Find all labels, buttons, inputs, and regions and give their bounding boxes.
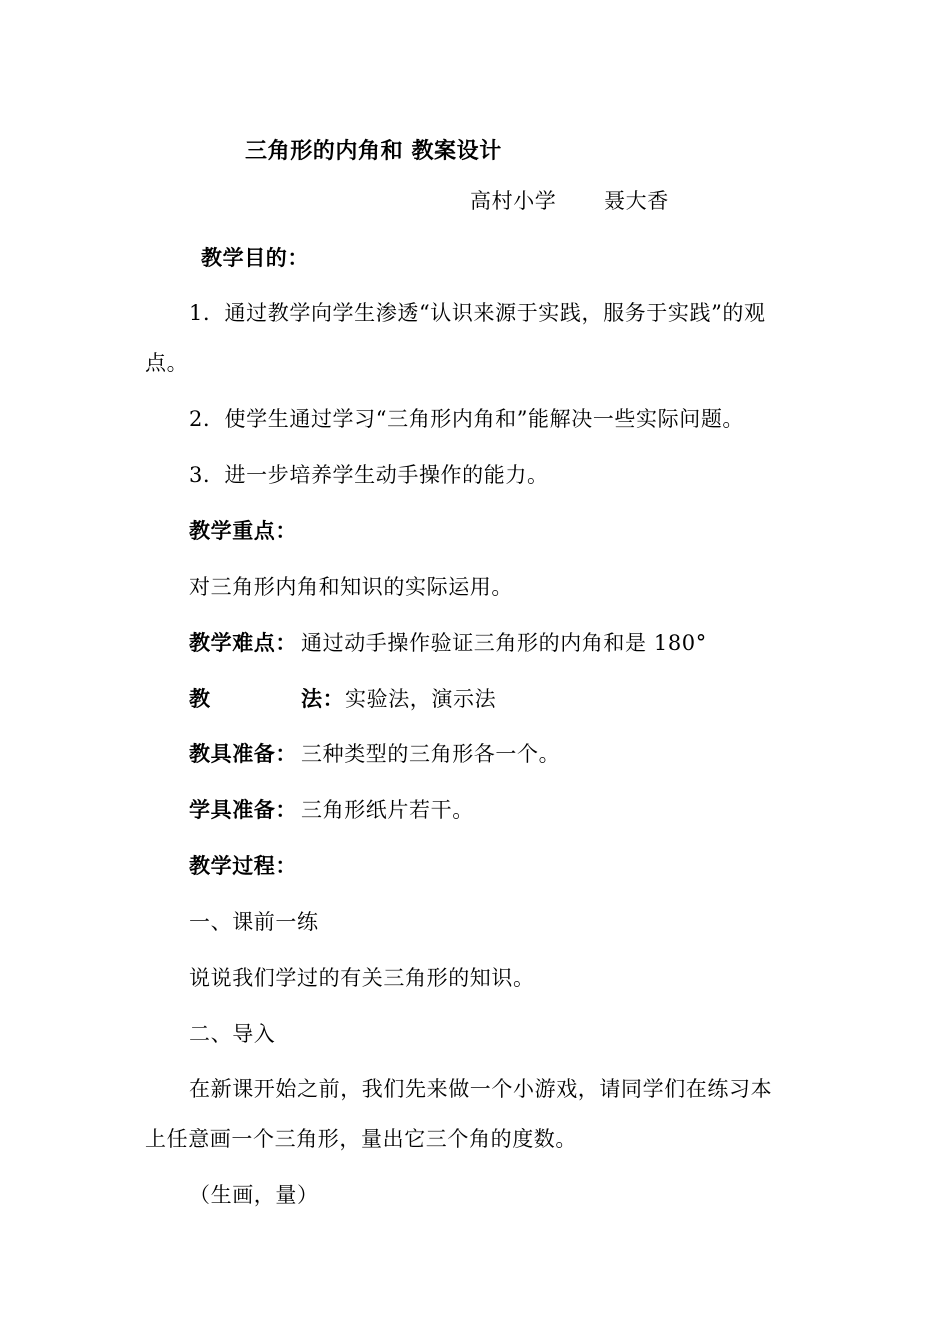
step-2-line1: 在新课开始之前，我们先来做一个小游戏，请同学们在练习本 [189, 1077, 773, 1101]
difficulty-label: 教学难点： [189, 631, 297, 655]
teacher-tools-label: 教具准备： [189, 742, 297, 766]
key-point-heading: 教学重点： [189, 519, 297, 543]
objective-1-line2: 点。 [145, 351, 189, 375]
objective-2: 2．使学生通过学习“三角形内角和”能解决一些实际问题。 [189, 407, 745, 431]
key-point-text: 对三角形内角和知识的实际运用。 [189, 575, 513, 599]
method-label-a: 教 [189, 687, 211, 711]
objective-1-line1: 1．通过教学向学生渗透“认识来源于实践，服务于实践”的观 [189, 301, 766, 325]
step-1-text: 说说我们学过的有关三角形的知识。 [189, 966, 535, 990]
document-title: 三角形的内角和 教案设计 [245, 139, 502, 164]
student-tools-label: 学具准备： [189, 798, 297, 822]
method-text: 实验法，演示法 [345, 687, 497, 711]
step-1-heading: 一、课前一练 [189, 910, 319, 934]
step-2-heading: 二、导入 [189, 1022, 276, 1046]
teacher-tools-text: 三种类型的三角形各一个。 [301, 742, 561, 766]
objectives-heading: 教学目的： [201, 246, 309, 270]
step-2-line2: 上任意画一个三角形，量出它三个角的度数。 [145, 1127, 577, 1151]
student-tools-text: 三角形纸片若干。 [301, 798, 474, 822]
process-heading: 教学过程： [189, 854, 297, 878]
step-2-note: （生画，量） [189, 1183, 319, 1207]
difficulty-text: 通过动手操作验证三角形的内角和是 180° [301, 631, 707, 655]
author-name: 聂大香 [604, 189, 669, 213]
method-label-b: 法： [301, 687, 345, 711]
author-school: 高村小学 [470, 189, 557, 213]
objective-3: 3．进一步培养学生动手操作的能力。 [189, 463, 549, 487]
